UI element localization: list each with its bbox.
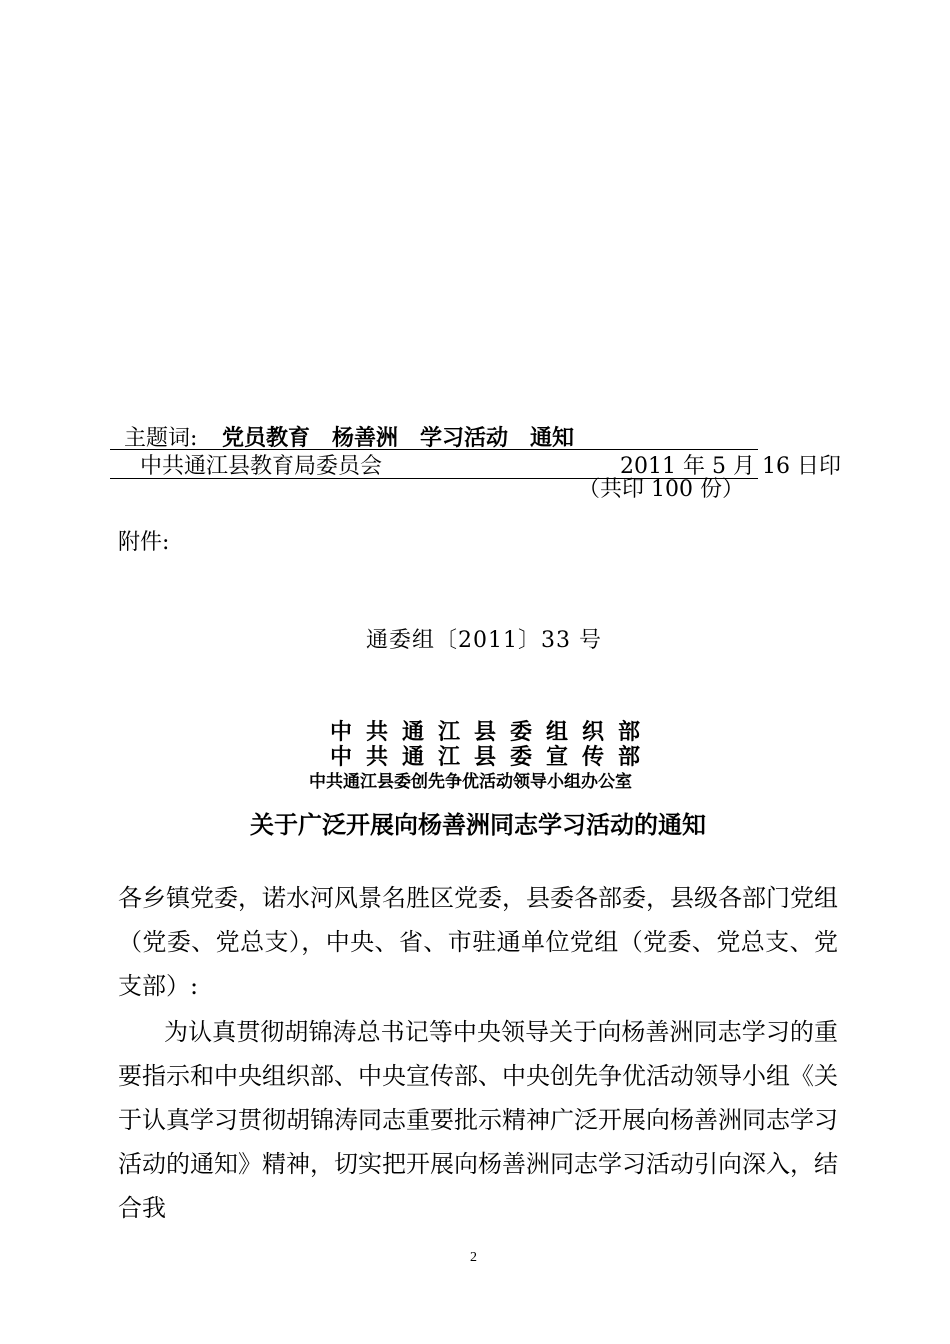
subject-label: 主题词:	[124, 426, 198, 451]
print-copies: （共印 100 份）	[578, 477, 744, 502]
issuer-organization: 中共通江县教育局委员会	[140, 454, 383, 479]
notice-title: 关于广泛开展向杨善洲同志学习活动的通知	[250, 810, 706, 839]
issue-date: 2011 年 5 月 16 日印	[620, 454, 841, 479]
subject-keywords: 党员教育 杨善洲 学习活动 通知	[222, 425, 575, 451]
page-number: 2	[470, 1250, 477, 1265]
body-paragraph: 为认真贯彻胡锦涛总书记等中央领导关于向杨善洲同志学习的重要指示和中央组织部、中央宣传部、中央创先争优活动领导小组《关于认真学习贯彻胡锦涛同志重要批示精神广泛开展向杨善洲同志学习活动的通知》精神，切实把开展向杨善洲同志学习活动引向深入，结合我	[118, 1018, 838, 1222]
document-number: 通委组〔2011〕33 号	[366, 628, 602, 653]
issuing-body-3: 中共通江县委创先争优活动领导小组办公室	[309, 772, 632, 792]
issuing-body-1: 中共通江县委组织部	[330, 719, 655, 745]
issuing-body-2: 中共通江县委宣传部	[330, 744, 655, 770]
addressees-paragraph: 各乡镇党委，诺水河风景名胜区党委，县委各部委，县级各部门党组（党委、党总支），中央、省、市驻通单位党组（党委、党总支、党支部）:	[118, 884, 838, 1000]
attachment-label: 附件:	[118, 530, 170, 555]
